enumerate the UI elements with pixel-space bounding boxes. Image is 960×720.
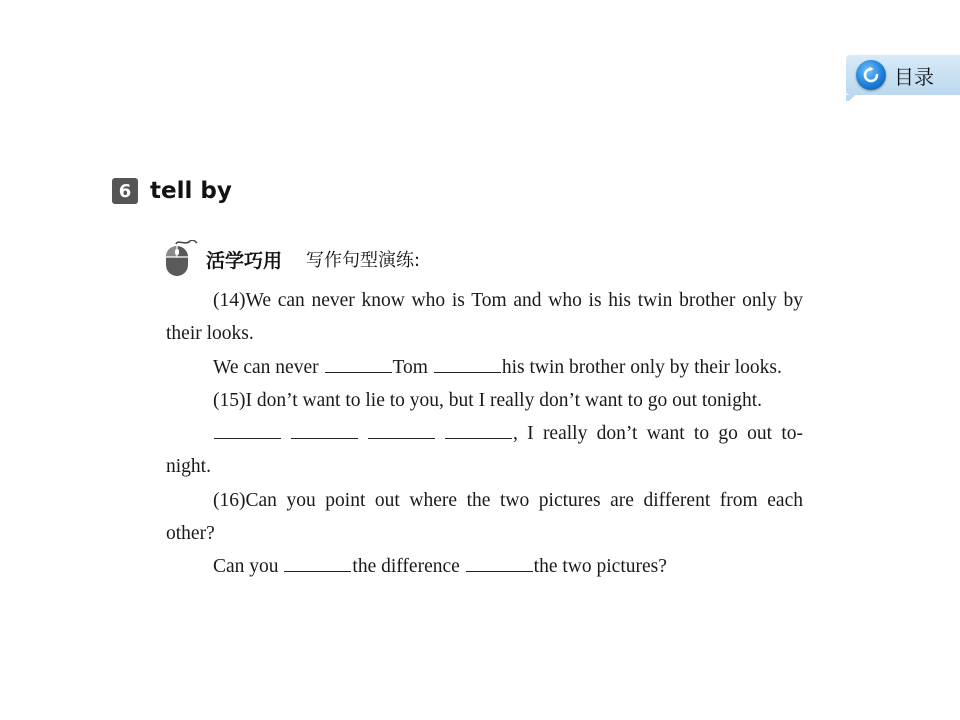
exercise-14-original [166,284,803,351]
refresh-circle-icon [856,60,886,90]
rewrite-text: the two pictures? [533,556,667,578]
exercise-16-original [166,484,803,551]
answer-blank[interactable] [214,420,281,439]
rewrite-text: the difference [352,556,465,578]
answer-blank[interactable] [434,354,501,373]
rewrite-text: , I really don’t want to go out to-night. [166,423,803,478]
rewrite-text: Tom [392,356,433,378]
answer-blank[interactable] [284,553,351,572]
mouse-icon [164,240,202,278]
rewrite-text: We can never [213,356,324,378]
toc-label: 目录 [894,64,934,89]
answer-blank[interactable] [445,420,512,439]
original-sentence: We can never know who is Tom and who is his twin brother only by their looks. [166,290,803,345]
exercise-number: (15) [213,389,246,411]
section-title: tell by [150,178,232,204]
exercise-15-rewrite [166,417,803,484]
section-number-badge: 6 [112,178,138,204]
answer-blank[interactable] [368,420,435,439]
original-sentence: I don’t want to lie to you, but I really don’t want to go out tonight. [245,389,763,411]
practice-label: 活学巧用 [206,249,283,272]
answer-blank[interactable] [291,420,358,439]
exercise-14-rewrite [166,351,803,384]
rewrite-text: his twin brother only by their looks. [501,356,782,378]
answer-blank[interactable] [325,354,392,373]
answer-blank[interactable] [466,553,533,572]
practice-instruction: 写作句型演练: [306,250,421,271]
exercise-content [166,284,803,584]
toc-button[interactable] [846,55,960,95]
original-sentence: Can you point out where the two pictures are different from each other? [166,489,803,545]
exercise-number: (14) [213,290,246,311]
rewrite-text: Can you [213,556,284,578]
exercise-number: (16) [213,489,246,511]
exercise-15-original [166,384,803,417]
exercise-16-rewrite [166,550,803,583]
practice-heading [164,240,420,278]
section-heading [112,178,232,204]
